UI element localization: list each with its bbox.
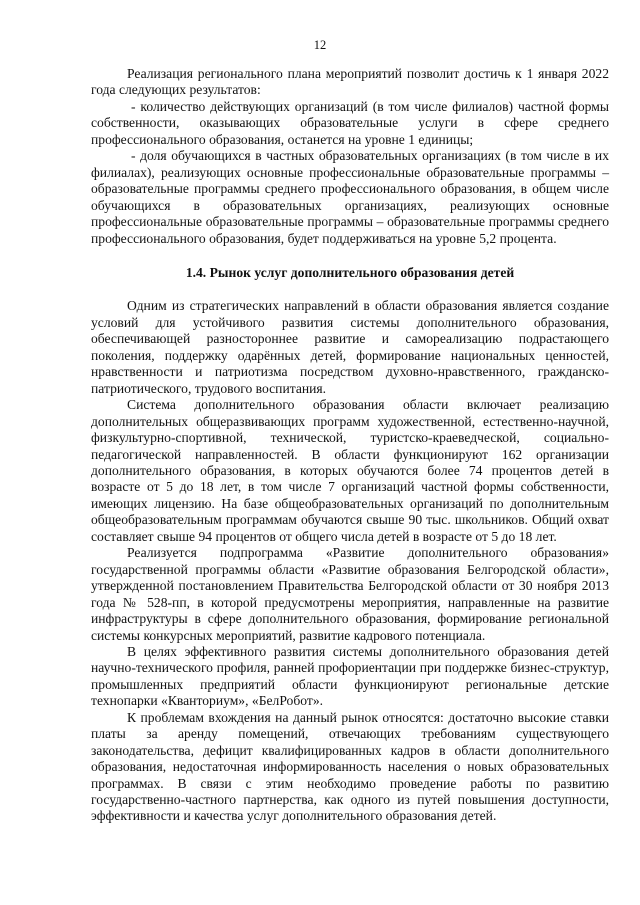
section-paragraph-system: Система дополнительного образования области включает реализацию дополнительных общеразвивающих программ художественной, естественно-научной, физкультурно-спортивной, технической, туристско-краеведческой, социально-педагогической направленностей. В области функционируют 162 организации дополнительного образования, в которых обучаются более 74 процентов детей в возрасте от 5 до 18 лет, в том числе 7 организаций частной формы собственности, имеющих лицензию. На базе общеобразовательных организаций по дополнительным общеобразовательным программам обучаются свыше 90 тыс. школьников. Общий охват составляет свыше 94 процентов от общего числа детей в возрасте от 5 до 18 лет.: [91, 397, 609, 544]
section-heading: 1.4. Рынок услуг дополнительного образования детей: [185, 264, 515, 280]
section-paragraph-technoparks: В целях эффективного развития системы дополнительного образования детей научно-технического профиля, ранней профориентации при поддержке бизнес-структур, промышленных предприятий области функционируют региональные детские технопарки «Кванториум», «БелРобот».: [91, 643, 609, 709]
result-bullet-organizations: - количество действующих организаций (в том числе филиалов) частной формы собственности, оказывающих образовательные услуги в сфере среднего профессионального образования, останется на уровне 1 единицы;: [91, 98, 609, 147]
result-bullet-students-share: - доля обучающихся в частных образовательных организациях (в том числе в их филиалах), реализующих основные профессиональные образовательные программы – образовательные программы среднего профессионального образования, в общем числе обучающихся в образовательных организациях, реализующих основные профессиональные образовательные программы – образовательные программы среднего профессионального образования, будет поддерживаться на уровне 5,2 процента.: [91, 148, 609, 246]
section-paragraph-subprogram: Реализуется подпрограмма «Развитие дополнительного образования» государственной программы области «Развитие образования Белгородской области», утвержденной постановлением Правительства Белгородской области от 30 ноября 2013 года № 528-пп, в которой предусмотрены мероприятия, направленные на развитие инфраструктуры в сфере дополнительного образования, формирование региональной системы конкурсных мероприятий, развитие кадрового потенциала.: [91, 545, 609, 643]
section-paragraph-problems: К проблемам вхождения на данный рынок относятся: достаточно высокие ставки платы за аренду помещений, отвечающих требованиям существующего законодательства, дефицит квалифицированных кадров в области дополнительного образования, недостаточная информированность населения о новых образовательных программах. В связи с этим необходимо проведение работы по развитию государственно-частного партнерства, как одного из путей повышения доступности, эффективности и качества услуг дополнительного образования детей.: [91, 709, 609, 824]
intro-paragraph: Реализация регионального плана мероприятий позволит достичь к 1 января 2022 года следующих результатов:: [91, 66, 609, 98]
page-number: 12: [313, 38, 327, 52]
section-paragraph-strategy: Одним из стратегических направлений в области образования является создание условий для устойчивого развития системы дополнительного образования, обеспечивающей разностороннее развитие и самореализацию подрастающего поколения, поддержку одарённых детей, формирование национальных ценностей, нравственности и патриотизма посредством духовно-нравственного, гражданско-патриотического, трудового воспитания.: [91, 298, 609, 396]
document-body: [91, 66, 609, 825]
